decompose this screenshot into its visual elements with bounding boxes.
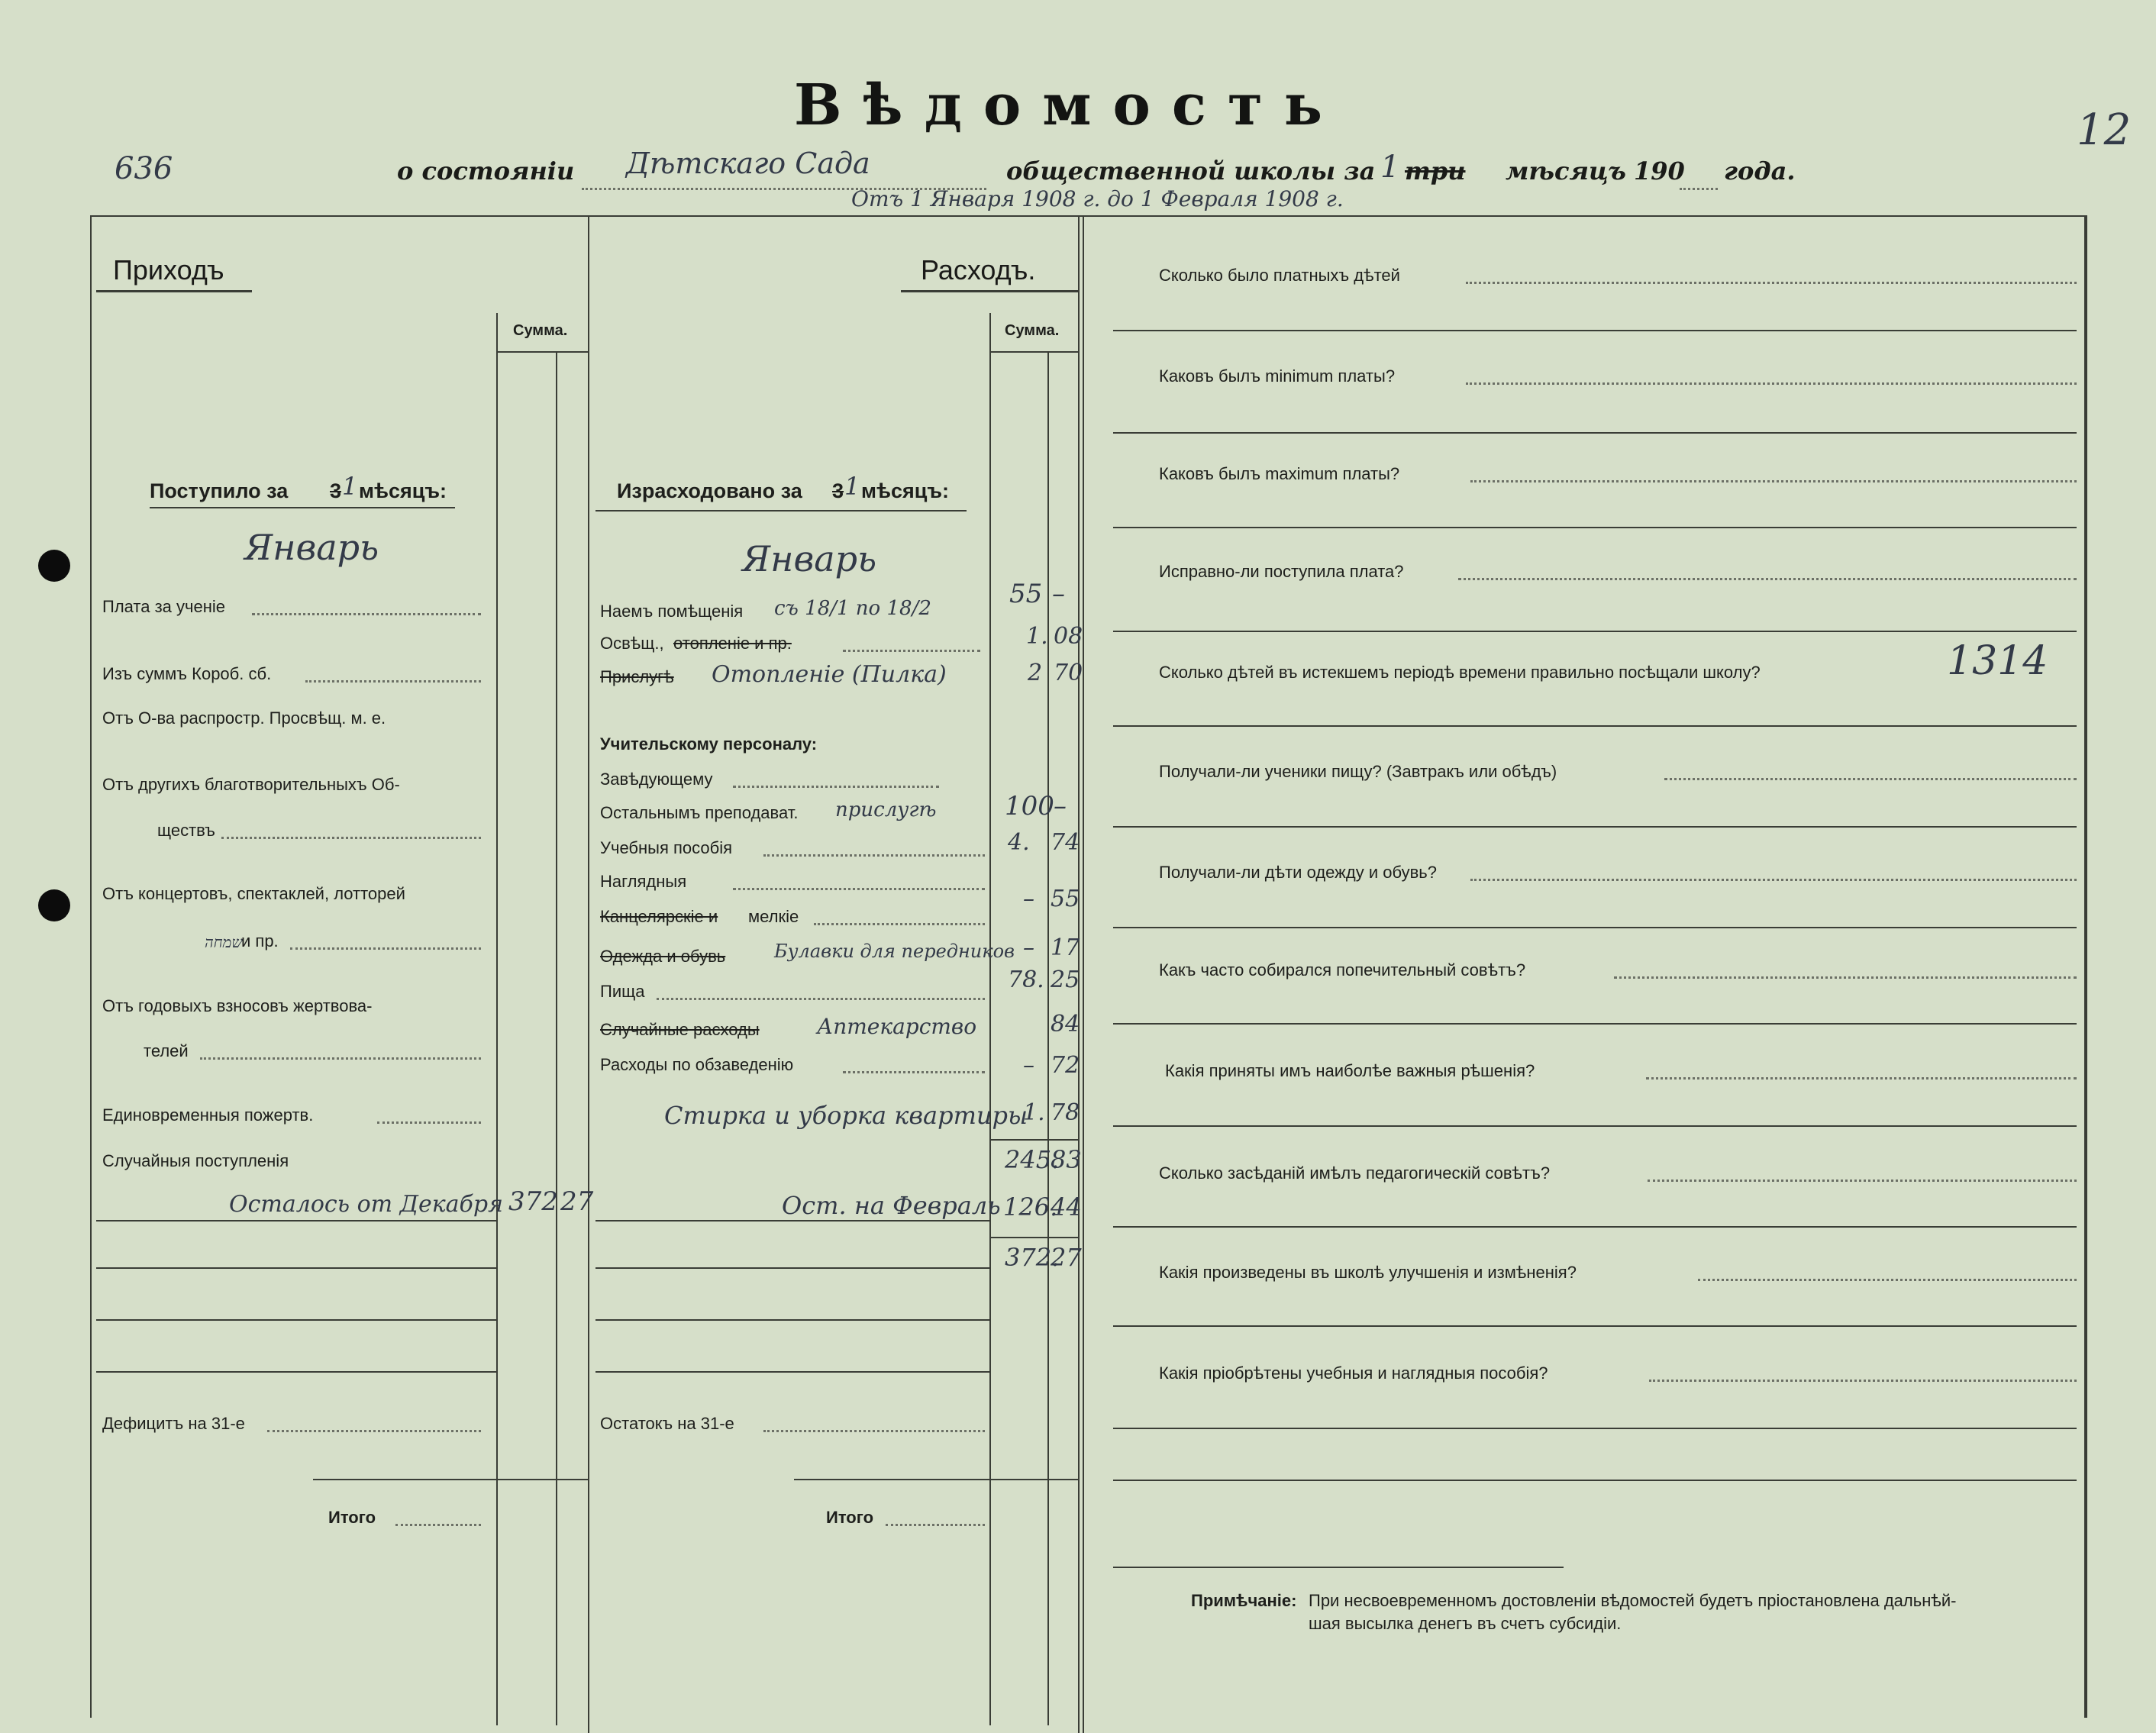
expense-row-misc-hand: Аптекарство (817, 1014, 977, 1039)
expense-carry-over: Ост. на Февраль (782, 1191, 1001, 1220)
income-row-9: телей (144, 1041, 189, 1060)
expense-staff-teachers: Остальнымъ преподават. (600, 803, 799, 822)
question-6-dots (1664, 778, 2077, 780)
expense-row-heating-kop: 70 (1054, 660, 1083, 686)
expense-row-food-rub: 78. (1008, 967, 1044, 993)
question-6-rule (1113, 826, 2077, 828)
question-12-rule (1113, 1428, 2077, 1429)
income-row-10-dots (377, 1121, 481, 1124)
expense-sum-left (989, 313, 991, 1725)
question-12: Какія пріобрѣтены учебныя и наглядныя пособія? (1159, 1363, 1548, 1383)
expense-row-clothes-struck: Одежда и обувь (600, 947, 726, 966)
expense-row-light: Освѣщ., (600, 634, 664, 653)
expense-row-light-rub: 1. (1026, 623, 1048, 650)
income-blank-rule-3 (96, 1371, 496, 1373)
expense-row-food-kop: 25 (1051, 967, 1080, 993)
expense-staff-teachers-rub: 100 (1005, 791, 1054, 821)
expense-carry-rub: 126. (1003, 1192, 1058, 1221)
income-total: Итого (328, 1508, 376, 1527)
months-hand: 1 (1380, 150, 1400, 185)
expense-row-equipment-kop: 72 (1051, 1052, 1080, 1079)
income-row-10: Единовременныя пожертв. (102, 1105, 314, 1125)
punch-hole-bottom (38, 889, 70, 921)
question-1-dots (1466, 282, 2077, 284)
income-row-5: ществъ (157, 821, 215, 840)
expense-row-textbooks: Учебныя пособія (600, 838, 733, 857)
question-11: Какія произведены въ школѣ улучшенія и измѣненія? (1159, 1263, 1577, 1282)
income-row-1: Плата за ученіе (102, 597, 225, 616)
income-received-label: Поступило за (150, 479, 289, 502)
expense-subtotal-kop: 83 (1051, 1145, 1082, 1174)
question-2-dots (1466, 382, 2077, 385)
date-range: Отъ 1 Января 1908 г. до 1 Февраля 1908 г. (851, 186, 1344, 211)
expense-row-heating-struck: Прислугѣ (600, 667, 674, 686)
expense-subtotal-rule (989, 1139, 1078, 1141)
income-carry-over: Осталось от Декабря (229, 1191, 503, 1218)
question-8: Какъ часто собирался попечительный совѣтъ? (1159, 960, 1526, 979)
expense-grand-rub: 372. (1005, 1243, 1060, 1272)
expense-row-laundry-kop: 78 (1051, 1099, 1080, 1126)
form-top-border (90, 215, 2086, 217)
expense-month: Январь (742, 538, 877, 579)
expense-total-dots (886, 1524, 985, 1526)
question-extra-rule (1113, 1480, 2077, 1481)
expense-row-misc-struck: Случайные расходы (600, 1020, 760, 1039)
income-deficit: Дефицитъ на 31-е (102, 1414, 245, 1433)
expense-sum-header: Сумма. (1005, 322, 1060, 339)
expense-row-light-dots (843, 650, 980, 652)
expense-spent-struck: 3 (832, 479, 844, 502)
expense-staff-head-dots (733, 786, 939, 788)
header-year: 190 (1634, 157, 1685, 186)
income-row-2: Изъ суммъ Короб. сб. (102, 664, 272, 683)
question-9-rule (1113, 1125, 2077, 1127)
question-8-rule (1113, 1023, 2077, 1025)
income-sum-header-line (496, 351, 588, 353)
header-prefix: о состояніи (397, 157, 575, 186)
question-5: Сколько дѣтей въ истекшемъ періодѣ времени правильно посѣщали школу? (1159, 663, 1761, 682)
question-6: Получали-ли ученики пищу? (Завтракъ или обѣдъ) (1159, 762, 1557, 781)
expense-spent-rule (595, 510, 967, 512)
income-row-7-hand: שמחה (205, 933, 243, 951)
expense-spent-hand: 1 (844, 472, 860, 501)
question-10-dots (1648, 1180, 2077, 1182)
question-11-dots (1698, 1279, 2077, 1281)
expense-row-laundry-hand: Стирка и уборка квартиры (664, 1101, 1028, 1130)
expense-row-heating-rub: 2 (1028, 660, 1043, 686)
question-2-rule (1113, 432, 2077, 434)
year-line (1680, 188, 1718, 190)
income-row-8: Отъ годовыхъ взносовъ жертвова- (102, 996, 373, 1015)
expense-spent-suffix: мѣсяцъ: (861, 479, 949, 502)
expense-total-line (989, 1237, 1078, 1238)
expense-row-light-struck: отопленіе и пр. (673, 634, 792, 653)
income-row-1-dots (252, 613, 481, 615)
note-line-1: При несвоевременномъ достовленіи вѣдомостей будетъ пріостановлена дальнѣй- (1309, 1591, 1957, 1610)
note-line-2: шая высылка денегъ въ счетъ субсидіи. (1309, 1614, 1622, 1633)
question-5-rule (1113, 725, 2077, 727)
form-right-border (2084, 215, 2087, 1718)
expense-carry-rule (595, 1220, 989, 1221)
question-12-dots (1649, 1380, 2077, 1382)
corner-number-left: 636 (115, 151, 173, 186)
expense-row-rent-kop: – (1052, 579, 1065, 609)
expense-row-rent-hand: съ 18/1 по 18/2 (774, 597, 931, 620)
income-carry-rule (96, 1220, 496, 1221)
note-separator (1113, 1567, 1564, 1568)
expense-row-laundry-rub: 1. (1023, 1099, 1045, 1126)
income-row-3: Отъ О-ва распростр. Просвѣщ. м. е. (102, 708, 386, 728)
question-11-rule (1113, 1325, 2077, 1327)
expense-row-textbooks-rub: 4. (1008, 829, 1030, 856)
income-carry-rub: 372 (508, 1186, 558, 1217)
income-row-11: Случайныя поступленія (102, 1151, 289, 1170)
punch-hole-top (38, 550, 70, 582)
expense-row-light-kop: 08 (1054, 623, 1083, 650)
question-3-rule (1113, 527, 2077, 528)
income-row-6: Отъ концертовъ, спектаклей, лотторей (102, 884, 405, 903)
expense-blank-rule-1 (595, 1267, 989, 1269)
expense-row-office: мелкіе (748, 907, 799, 926)
expense-blank-rule-3 (595, 1371, 989, 1373)
expense-row-office-dots (814, 923, 985, 925)
question-3: Каковъ былъ maximum платы? (1159, 464, 1400, 483)
income-deficit-dots (267, 1430, 481, 1432)
expense-row-clothes-rub: – (1023, 934, 1034, 961)
header-mid: общественной школы за (1006, 157, 1376, 186)
expense-row-rent: Наемъ помѣщенія (600, 602, 744, 621)
school-name: Дѣтскаго Сада (626, 147, 870, 180)
expense-row-visual-dots (733, 888, 985, 890)
question-2: Каковъ былъ minimum платы? (1159, 366, 1396, 386)
question-10-rule (1113, 1226, 2077, 1228)
expense-heading: Расходъ. (921, 254, 1036, 286)
expense-grand-kop: 27 (1051, 1243, 1082, 1272)
income-sum-header: Сумма. (513, 322, 568, 339)
corner-number-right: 12 (2077, 105, 2132, 155)
question-3-dots (1470, 480, 2077, 482)
question-1: Сколько было платныхъ дѣтей (1159, 266, 1400, 285)
income-blank-rule-1 (96, 1267, 496, 1269)
expense-row-equipment-rub: – (1023, 1052, 1034, 1079)
expense-row-textbooks-dots (763, 854, 985, 857)
expense-row-equipment: Расходы по обзаведенію (600, 1055, 794, 1074)
expense-row-heating-hand: Отопленіе (Пилка) (712, 661, 947, 688)
note-label: Примѣчаніе: (1191, 1591, 1297, 1610)
expense-staff-label: Учительскому персоналу: (600, 734, 818, 754)
income-blank-rule-2 (96, 1319, 496, 1321)
expense-blank-rule-2 (595, 1319, 989, 1321)
center-fold (1083, 215, 1084, 1733)
expense-row-visual: Наглядныя (600, 872, 687, 891)
expense-spent-label: Израсходовано за (617, 479, 802, 502)
question-8-dots (1614, 976, 2077, 979)
header-months: мѣсяцъ (1506, 157, 1626, 186)
income-received-struck: 3 (330, 479, 342, 502)
expense-row-rent-rub: 55 (1009, 579, 1043, 609)
expense-staff-teachers-kop: – (1054, 791, 1067, 821)
expense-heading-rule (901, 290, 1078, 292)
income-heading: Приходъ (113, 254, 224, 286)
income-row-7-dots (290, 947, 481, 950)
header-year-suffix: года. (1724, 157, 1796, 186)
question-7-rule (1113, 927, 2077, 928)
income-row-4: Отъ другихъ благотворительныхъ Об- (102, 775, 400, 794)
income-row-2-dots (305, 680, 481, 683)
question-9-dots (1646, 1077, 2077, 1079)
expense-total-rule (794, 1479, 1078, 1480)
income-sum-left (496, 313, 498, 1725)
expense-staff-teachers-hand: прислугѣ (835, 799, 937, 821)
form-left-border (90, 215, 92, 1718)
expense-total: Итого (826, 1508, 874, 1527)
months-struck: три (1405, 157, 1466, 186)
column-divider-1 (588, 215, 589, 1733)
question-4: Исправно-ли поступила плата? (1159, 562, 1404, 581)
question-9: Какія приняты имъ наиболѣе важныя рѣшенія? (1165, 1061, 1535, 1080)
expense-sum-kop (1047, 351, 1049, 1725)
income-received-rule (150, 507, 455, 508)
expense-sum-header-line (989, 351, 1078, 353)
question-7: Получали-ли дѣти одежду и обувь? (1159, 863, 1437, 882)
income-total-dots (395, 1524, 481, 1526)
expense-subtotal-rub: 245. (1005, 1145, 1060, 1174)
expense-row-office-rub: – (1023, 886, 1034, 912)
question-4-rule (1113, 631, 2077, 632)
expense-row-textbooks-kop: 74 (1051, 829, 1080, 856)
income-month: Январь (244, 527, 379, 568)
income-row-9-dots (200, 1057, 481, 1060)
expense-row-equipment-dots (843, 1071, 985, 1073)
income-received-suffix: мѣсяцъ: (359, 479, 447, 502)
question-5-answer: 1314 (1947, 638, 2048, 684)
income-sum-kop (556, 351, 557, 1725)
income-row-7: и пр. (241, 931, 279, 950)
question-1-rule (1113, 330, 2077, 331)
expense-row-food: Пища (600, 982, 645, 1001)
income-heading-rule (96, 290, 252, 292)
expense-row-clothes-hand: Булавки для передников (774, 941, 1015, 962)
expense-row-food-dots (657, 998, 985, 1000)
expense-row-clothes-kop: 17 (1051, 934, 1080, 961)
income-row-5-dots (221, 837, 481, 839)
expense-row-office-kop: 55 (1051, 886, 1080, 912)
expense-balance: Остатокъ на 31-е (600, 1414, 734, 1433)
income-carry-kop: 27 (560, 1186, 594, 1217)
expense-carry-kop: 44 (1051, 1192, 1082, 1221)
expense-row-office-struck: Канцелярскіе и (600, 907, 718, 926)
question-4-dots (1458, 578, 2077, 580)
expense-balance-dots (763, 1430, 985, 1432)
expense-staff-head: Завѣдующему (600, 770, 713, 789)
income-received-hand: 1 (342, 472, 358, 501)
question-7-dots (1470, 879, 2077, 881)
page-title: Вѣдомость (794, 73, 1344, 138)
expense-row-misc-kop: 84 (1051, 1011, 1080, 1038)
income-total-rule (313, 1479, 588, 1480)
question-10: Сколько засѣданій имѣлъ педагогическій совѣтъ? (1159, 1163, 1551, 1183)
